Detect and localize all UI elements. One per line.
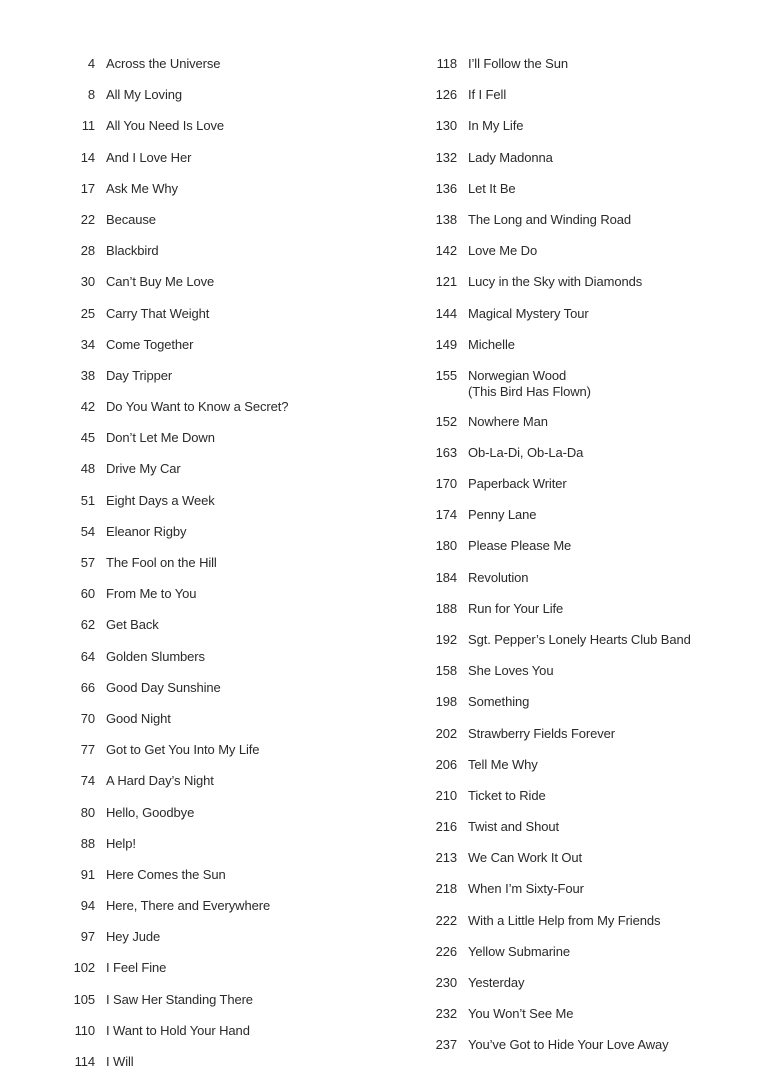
page-number: 202 <box>435 725 457 741</box>
contents-entry <box>420 337 750 364</box>
song-title: Here Comes the Sun <box>106 866 226 882</box>
song-title: She Loves You <box>468 663 554 679</box>
page-number: 51 <box>80 492 95 508</box>
song-title: Do You Want to Know a Secret? <box>106 399 289 415</box>
song-title: Strawberry Fields Forever <box>468 725 616 741</box>
page-number: 174 <box>435 507 457 523</box>
contents-entry <box>58 150 388 177</box>
page-number: 77 <box>80 742 95 758</box>
song-title: Ticket to Ride <box>468 787 546 803</box>
contents-entry <box>58 461 388 488</box>
song-title: Run for Your Life <box>468 600 564 616</box>
song-title: Drive My Car <box>106 461 181 477</box>
contents-entry <box>58 56 388 83</box>
song-title: Yellow Submarine <box>468 943 570 959</box>
page-number: 192 <box>435 631 457 647</box>
page-number: 22 <box>80 211 95 227</box>
contents-entry <box>58 1023 388 1050</box>
page-number: 206 <box>435 756 457 772</box>
contents-entry <box>420 507 750 534</box>
song-title: Golden Slumbers <box>106 648 205 664</box>
contents-entry <box>420 726 750 753</box>
page-number: 216 <box>435 819 457 835</box>
song-title: We Can Work It Out <box>468 850 583 866</box>
page-number: 198 <box>435 694 457 710</box>
song-title: Can’t Buy Me Love <box>106 274 215 290</box>
contents-entry <box>58 368 388 395</box>
song-title: Revolution <box>468 569 529 585</box>
contents-entry <box>420 368 750 410</box>
contents-entry <box>58 586 388 613</box>
contents-entry <box>58 212 388 239</box>
song-title: Across the Universe <box>106 56 221 71</box>
contents-entry <box>420 1037 750 1064</box>
contents-entry <box>420 118 750 145</box>
song-title: Hey Jude <box>106 929 161 945</box>
song-title: Twist and Shout <box>468 819 559 835</box>
contents-entry <box>420 850 750 877</box>
song-title: All You Need Is Love <box>106 118 224 134</box>
page-number: 14 <box>80 149 95 165</box>
contents-entry <box>420 975 750 1002</box>
song-title: Blackbird <box>106 243 159 259</box>
page-number: 66 <box>80 679 95 695</box>
song-title: Because <box>106 211 156 227</box>
song-title: Tell Me Why <box>468 756 538 772</box>
contents-entry <box>420 212 750 239</box>
song-title: Here, There and Everywhere <box>106 898 271 914</box>
page-number: 74 <box>80 773 95 789</box>
contents-entry <box>58 992 388 1019</box>
contents-entry <box>58 898 388 925</box>
page-number: 226 <box>435 943 457 959</box>
song-title: If I Fell <box>468 87 507 103</box>
contents-entry <box>420 445 750 472</box>
contents-entry <box>420 632 750 659</box>
page-number: 105 <box>73 991 95 1007</box>
page-number: 149 <box>435 336 457 352</box>
song-title: All My Loving <box>106 87 183 103</box>
page-number: 28 <box>80 243 95 259</box>
contents-entry <box>420 694 750 721</box>
song-title: Help! <box>106 835 136 851</box>
contents-entry <box>420 601 750 628</box>
page-number: 118 <box>436 56 457 71</box>
page-number: 210 <box>435 787 457 803</box>
song-title: Got to Get You Into My Life <box>106 742 260 758</box>
page-number: 222 <box>435 912 457 928</box>
contents-entry <box>58 805 388 832</box>
page-number: 88 <box>80 835 95 851</box>
contents-entry <box>58 87 388 114</box>
contents-entry <box>58 555 388 582</box>
page-number: 38 <box>80 367 95 383</box>
song-title: The Fool on the Hill <box>106 555 217 570</box>
contents-entry <box>420 476 750 503</box>
contents-column-right <box>420 52 750 1065</box>
song-title: Love Me Do <box>468 243 538 259</box>
contents-entry <box>58 274 388 301</box>
contents-entry <box>420 150 750 177</box>
page-number: 4 <box>87 56 95 71</box>
contents-entry <box>58 617 388 644</box>
song-title: Norwegian Wood (This Bird Has Flown) <box>468 367 591 399</box>
page-number: 97 <box>80 929 95 945</box>
song-title: I Feel Fine <box>106 960 167 976</box>
page-number: 70 <box>80 710 95 726</box>
contents-entry <box>58 337 388 364</box>
song-title: I Saw Her Standing There <box>106 991 253 1007</box>
page-number: 8 <box>87 87 95 103</box>
page-number: 114 <box>74 1054 95 1069</box>
song-title: Good Day Sunshine <box>106 679 221 695</box>
song-title: I Want to Hold Your Hand <box>106 1022 250 1038</box>
song-title: In My Life <box>468 118 524 134</box>
song-title: You’ve Got to Hide Your Love Away <box>468 1037 669 1053</box>
page-number: 158 <box>435 663 457 679</box>
song-title: Eight Days a Week <box>106 492 215 508</box>
song-title: Carry That Weight <box>106 305 210 321</box>
song-title: Penny Lane <box>468 507 537 523</box>
page-number: 230 <box>435 975 457 991</box>
page-number: 94 <box>80 898 95 914</box>
song-title: Good Night <box>106 710 171 726</box>
page-number: 42 <box>80 399 95 415</box>
page-number: 138 <box>435 211 457 227</box>
page-number: 142 <box>435 243 457 259</box>
song-title: Yesterday <box>468 975 525 991</box>
page-number: 54 <box>80 523 95 539</box>
contents-entry <box>58 524 388 551</box>
song-title: Magical Mystery Tour <box>468 305 589 321</box>
contents-entry <box>420 87 750 114</box>
contents-entry <box>58 929 388 956</box>
page-number: 30 <box>80 274 95 290</box>
song-title: Please Please Me <box>468 538 572 554</box>
contents-entry <box>420 538 750 565</box>
contents-entry <box>420 881 750 908</box>
contents-entry <box>58 773 388 800</box>
page-number: 57 <box>80 555 95 570</box>
contents-column-left <box>58 52 388 1081</box>
contents-entry <box>58 836 388 863</box>
page-number: 17 <box>80 180 95 196</box>
page-number: 144 <box>435 305 457 321</box>
song-title: With a Little Help from My Friends <box>468 912 661 928</box>
page-number: 11 <box>81 118 95 134</box>
page-number: 121 <box>435 274 457 290</box>
song-title: Eleanor Rigby <box>106 523 187 539</box>
song-title: Hello, Goodbye <box>106 804 195 820</box>
page-number: 110 <box>74 1022 95 1038</box>
page-number: 184 <box>435 569 457 585</box>
contents-entry <box>420 913 750 940</box>
contents-entry <box>420 757 750 784</box>
contents-entry <box>58 1054 388 1081</box>
page-number: 155 <box>435 367 457 383</box>
song-title: Don’t Let Me Down <box>106 430 215 446</box>
song-title: Sgt. Pepper’s Lonely Hearts Club Band <box>468 631 691 647</box>
page-number: 218 <box>435 881 457 897</box>
contents-entry <box>58 306 388 333</box>
song-title: Paperback Writer <box>468 476 567 492</box>
page-number: 232 <box>435 1006 457 1022</box>
page-number: 188 <box>435 600 457 616</box>
contents-entry <box>58 649 388 676</box>
page-number: 48 <box>80 461 95 477</box>
contents-entry <box>58 867 388 894</box>
page-number: 80 <box>80 804 95 820</box>
song-title: The Long and Winding Road <box>468 211 632 227</box>
contents-entry <box>58 399 388 426</box>
contents-entry <box>420 788 750 815</box>
page-number: 136 <box>435 180 457 196</box>
page-number: 25 <box>80 305 95 321</box>
contents-entry <box>420 944 750 971</box>
contents-entry <box>58 742 388 769</box>
page-number: 45 <box>80 430 95 446</box>
song-title: Michelle <box>468 336 515 352</box>
song-title: Something <box>468 694 530 710</box>
page-number: 237 <box>435 1037 457 1053</box>
contents-entry <box>420 56 750 83</box>
song-title: Lucy in the Sky with Diamonds <box>468 274 643 290</box>
page-number: 180 <box>435 538 457 554</box>
song-title: Day Tripper <box>106 367 173 383</box>
song-title: And I Love Her <box>106 149 192 165</box>
page-number: 91 <box>80 866 95 882</box>
song-title: Lady Madonna <box>468 149 553 165</box>
song-title: I Will <box>106 1054 134 1069</box>
contents-entry <box>58 680 388 707</box>
page-number: 163 <box>435 444 457 460</box>
contents-entry <box>420 819 750 846</box>
contents-entry <box>420 663 750 690</box>
song-title: A Hard Day’s Night <box>106 773 214 789</box>
contents-entry <box>420 243 750 270</box>
song-title: I’ll Follow the Sun <box>468 56 568 71</box>
song-title: Get Back <box>106 617 159 633</box>
contents-entry <box>420 306 750 333</box>
page-number: 64 <box>80 648 95 664</box>
contents-entry <box>420 1006 750 1033</box>
contents-entry <box>58 711 388 738</box>
song-title: Come Together <box>106 336 194 352</box>
page-number: 152 <box>435 413 457 429</box>
contents-entry <box>420 181 750 208</box>
contents-entry <box>58 243 388 270</box>
page-number: 213 <box>435 850 457 866</box>
page-number: 126 <box>435 87 457 103</box>
page-number: 62 <box>80 617 95 633</box>
song-title: Ask Me Why <box>106 180 178 196</box>
page-number: 34 <box>80 336 95 352</box>
page-number: 132 <box>435 149 457 165</box>
song-title: From Me to You <box>106 586 197 602</box>
contents-entry <box>420 570 750 597</box>
page-number: 130 <box>435 118 457 134</box>
song-title: Let It Be <box>468 180 516 196</box>
song-title: Nowhere Man <box>468 413 548 429</box>
contents-entry <box>58 430 388 457</box>
page-number: 170 <box>435 476 457 492</box>
page-number: 102 <box>73 960 95 976</box>
song-title: Ob-La-Di, Ob-La-Da <box>468 444 584 460</box>
page-number: 60 <box>80 586 95 602</box>
contents-entry <box>58 493 388 520</box>
contents-entry <box>58 181 388 208</box>
song-title: You Won’t See Me <box>468 1006 574 1022</box>
contents-entry <box>58 960 388 987</box>
song-title: When I’m Sixty-Four <box>468 881 584 897</box>
contents-entry <box>420 414 750 441</box>
contents-entry <box>420 274 750 301</box>
contents-entry <box>58 118 388 145</box>
